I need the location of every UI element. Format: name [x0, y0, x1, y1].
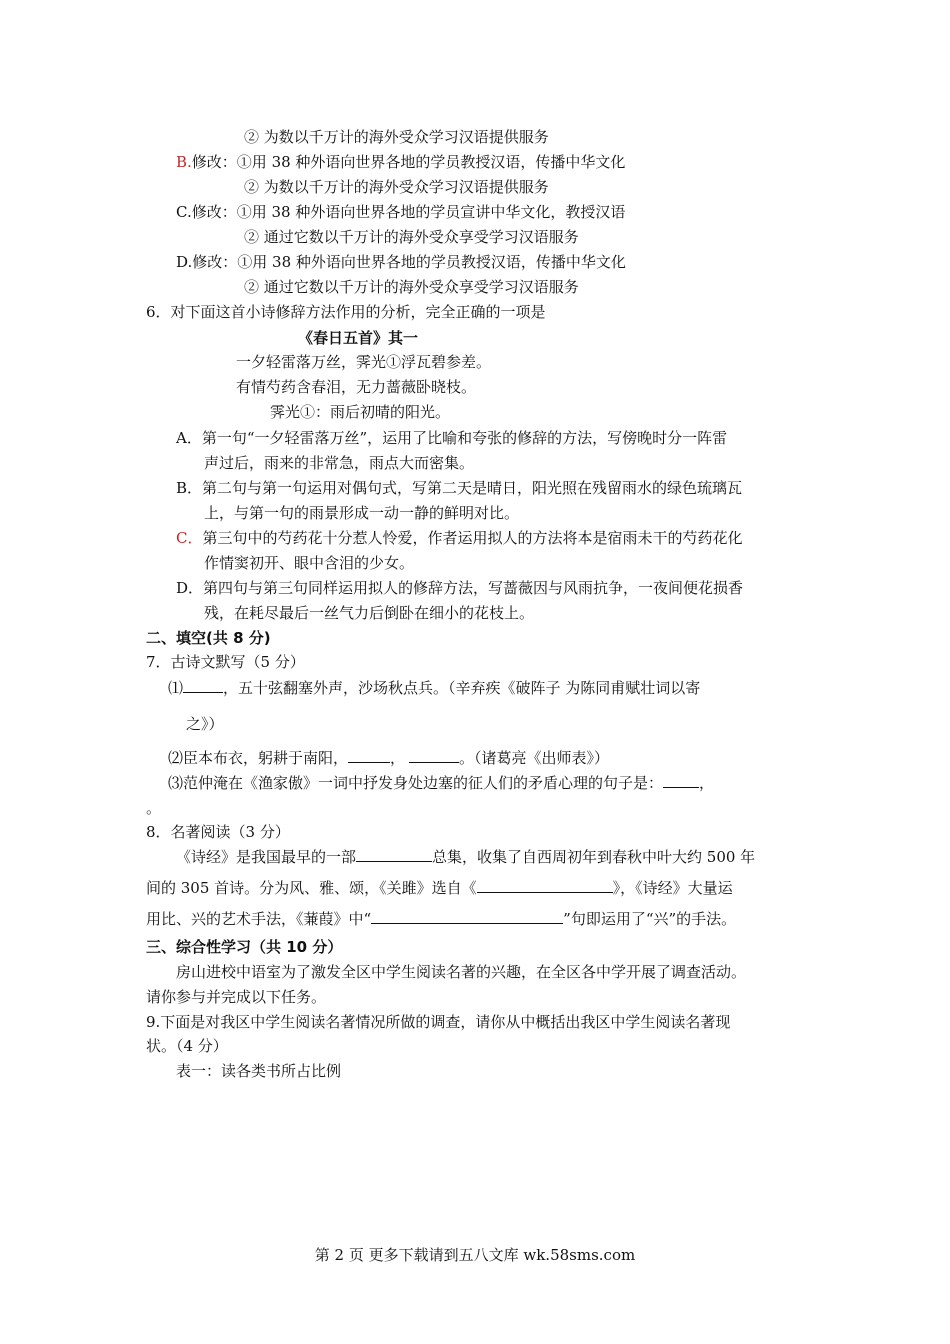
q5-option-a-line2: ② 为数以千万计的海外受众学习汉语提供服务 [244, 128, 549, 146]
q7-3-line2: 。 [146, 799, 162, 817]
table-1-caption: 表一：读各类书所占比例 [176, 1062, 342, 1080]
q7-3-line: ⑶范仲淹在《渔家傲》一词中抒发身处边塞的征人们的矛盾心理的句子是： ， [168, 774, 715, 792]
q5-option-b-line2: ② 为数以千万计的海外受众学习汉语提供服务 [244, 178, 549, 196]
page-footer: 第 2 页 更多下载请到五八文库 wk.58sms.com [314, 1246, 636, 1264]
q7-2-blank-2[interactable] [409, 748, 459, 763]
q8-blank-3[interactable] [371, 909, 563, 924]
q6-note: 霁光①：雨后初晴的阳光。 [270, 403, 451, 421]
q6-option-d-line1: D．第四句与第三句同样运用拟人的修辞方法，写蔷薇因与风雨抗争，一夜间便花损香 [176, 579, 744, 597]
q5-option-b-line1: B.修改：①用 38 种外语向世界各地的学员教授汉语，传播中华文化 [176, 153, 626, 171]
q8-line2: 间的 305 首诗。分为风、雅、颂，《关雎》选自《 》，《诗经》大量运 [146, 879, 733, 897]
q8-line1: 《诗经》是我国最早的一部 总集，收集了自西周初年到春秋中叶大约 500 年 [176, 848, 756, 866]
section-3-heading: 三、综合性学习（共 10 分） [146, 938, 343, 956]
q8-line3: 用比、兴的艺术手法，《蒹葭》中“ ”句即运用了“兴”的手法。 [146, 910, 737, 928]
q5-option-d-line1: D.修改：①用 38 种外语向世界各地的学员教授汉语，传播中华文化 [176, 253, 626, 271]
q5-option-b-label: B. [176, 153, 192, 171]
q6-poem-line1: 一夕轻雷落万丝，霁光①浮瓦碧参差。 [236, 353, 492, 371]
q8-blank-2[interactable] [477, 878, 613, 893]
section-3-intro-line1: 房山进校中语室为了激发全区中学生阅读名著的兴趣，在全区各中学开展了调查活动。 [176, 963, 747, 981]
q6-poem-line2: 有情芍药含春泪，无力蔷薇卧晓枝。 [236, 378, 477, 396]
section-2-heading: 二、填空(共 8 分) [146, 629, 271, 647]
q9-stem-line2: 状。（4 分） [146, 1037, 228, 1055]
q6-option-d-line2: 残，在耗尽最后一丝气力后倒卧在细小的花枝上。 [204, 604, 535, 622]
q6-option-a-line1: A．第一句“一夕轻雷落万丝”，运用了比喻和夸张的修辞的方法，写傍晚时分一阵雷 [176, 429, 728, 447]
q5-option-d-line2: ② 通过它数以千万计的海外受众享受学习汉语服务 [244, 278, 579, 296]
q7-2-blank-1[interactable] [348, 748, 390, 763]
q6-option-c-line1: C．第三句中的芍药花十分惹人怜爱，作者运用拟人的方法将本是宿雨未干的芍药花化 [176, 529, 743, 547]
q6-option-b-line1: B．第二句与第一句运用对偶句式，写第二天是晴日，阳光照在残留雨水的绿色琉璃瓦 [176, 479, 743, 497]
q7-2-line: ⑵臣本布衣，躬耕于南阳， ， 。（诸葛亮《出师表》） [168, 749, 610, 767]
q8-blank-1[interactable] [356, 847, 432, 862]
section-3-intro-line2: 请你参与并完成以下任务。 [146, 988, 327, 1006]
q7-1-line1: ⑴ ，五十弦翻塞外声，沙场秋点兵。（辛弃疾《破阵子 为陈同甫赋壮词以寄 [168, 679, 701, 697]
q7-1-blank[interactable] [183, 678, 223, 693]
q7-1-line2: 之》） [186, 715, 224, 733]
q7-stem: 7．古诗文默写（5 分） [146, 653, 305, 671]
q6-poem-title: 《春日五首》其一 [298, 329, 419, 347]
q8-stem: 8．名著阅读（3 分） [146, 823, 290, 841]
q6-stem: 6．对下面这首小诗修辞方法作用的分析，完全正确的一项是 [146, 303, 546, 321]
q6-option-b-line2: 上，与第一句的雨景形成一动一静的鲜明对比。 [204, 504, 520, 522]
q6-option-c-label: C． [176, 529, 203, 547]
q6-option-a-line2: 声过后，雨来的非常急，雨点大而密集。 [204, 454, 475, 472]
q7-3-blank[interactable] [663, 773, 699, 788]
q5-option-c-line2: ② 通过它数以千万计的海外受众享受学习汉语服务 [244, 228, 579, 246]
q5-option-c-line1: C.修改：①用 38 种外语向世界各地的学员宣讲中华文化，教授汉语 [176, 203, 626, 221]
q9-stem-line1: 9.下面是对我区中学生阅读名著情况所做的调查，请你从中概括出我区中学生阅读名著现 [146, 1013, 731, 1031]
q6-option-c-line2: 作情窦初开、眼中含泪的少女。 [204, 554, 415, 572]
